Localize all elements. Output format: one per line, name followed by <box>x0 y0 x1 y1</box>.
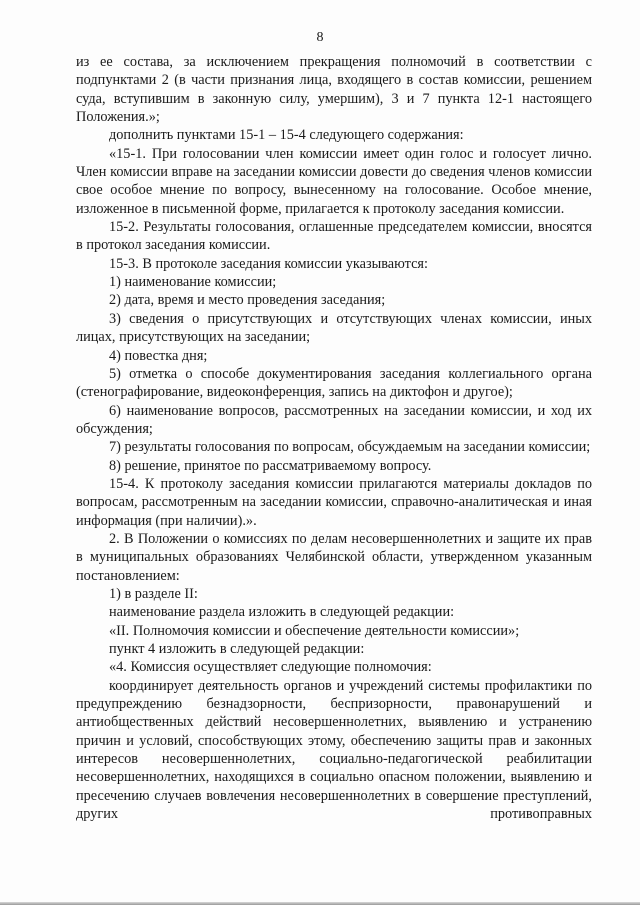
document-paragraph: 8) решение, принятое по рассматриваемому вопросу. <box>109 457 432 474</box>
document-paragraph: 1) в разделе II: <box>109 585 198 602</box>
document-paragraph: 2. В Положении о комиссиях по делам несовершеннолетних и защите их прав в муниципальных образованиях Челябинской области, утвержденном указанным постановлением: <box>76 530 592 584</box>
document-paragraph: «II. Полномочия комиссии и обеспечение деятельности комиссии»; <box>109 622 520 639</box>
document-paragraph: координирует деятельность органов и учреждений системы профилактики по предупреждению безнадзорности, беспризорности, правонарушений и антиобщественных действий несовершеннолетних, выявлению и устранению причин и условий, способствующих этому, обеспечению защиты прав и законных интересов несовершеннолетних, социально-педагогической реабилитации несовершеннолетних, находящихся в социально опасном положении, выявлению и пресечению случаев вовлечения несовершеннолетних в совершение преступлений, других противоправных <box>76 677 592 823</box>
document-paragraph: 3) сведения о присутствующих и отсутствующих членах комиссии, иных лицах, присутствующих на заседании; <box>76 310 592 346</box>
document-paragraph: из ее состава, за исключением прекращения полномочий в соответствии с подпунктами 2 (в части признания лица, входящего в состав комиссии, решением суда, вступившим в законную силу, умершим), 3 и 7 пункта 12-1 настоящего Положения.»; <box>76 54 592 126</box>
document-paragraph: 15-4. К протоколу заседания комиссии прилагаются материалы докладов по вопросам, рассмотренным на заседании комиссии, справочно-аналитическая и иная информация (при наличии).». <box>76 475 592 529</box>
document-paragraph: пункт 4 изложить в следующей редакции: <box>109 641 365 657</box>
document-paragraph: 2) дата, время и место проведения заседания; <box>109 292 386 309</box>
page-number: 8 <box>316 30 324 45</box>
document-paragraph: 6) наименование вопросов, рассмотренных на заседании комиссии, и ход их обсуждения; <box>76 402 592 437</box>
document-paragraph: 7) результаты голосования по вопросам, обсуждаемым на заседании комиссии; <box>109 439 591 456</box>
document-paragraph: наименование раздела изложить в следующей редакции: <box>109 604 455 621</box>
document-text <box>76 53 592 823</box>
document-paragraph: дополнить пунктами 15-1 – 15-4 следующего содержания: <box>109 127 464 144</box>
document-paragraph: 1) наименование комиссии; <box>109 274 277 291</box>
document-paragraph: 4) повестка дня; <box>109 347 208 364</box>
document-paragraph: 5) отметка о способе документирования заседания коллегиального органа (стенографирование, видеоконференция, запись на диктофон и другое); <box>76 365 592 401</box>
document-paragraph: «15-1. При голосовании член комиссии имеет один голос и голосует лично. Член комиссии вправе на заседании комиссии довести до сведения членов комиссии свое особое мнение по вопросу, вынесенному на голосование. Особое мнение, изложенное в письменной форме, прилагается к протоколу заседания комиссии. <box>76 145 592 217</box>
document-paragraph: 15-2. Результаты голосования, оглашенные председателем комиссии, вносятся в протокол заседания комиссии. <box>76 219 592 254</box>
document-paragraph: «4. Комиссия осуществляет следующие полномочия: <box>109 659 432 676</box>
document-paragraph: 15-3. В протоколе заседания комиссии указываются: <box>109 255 428 272</box>
